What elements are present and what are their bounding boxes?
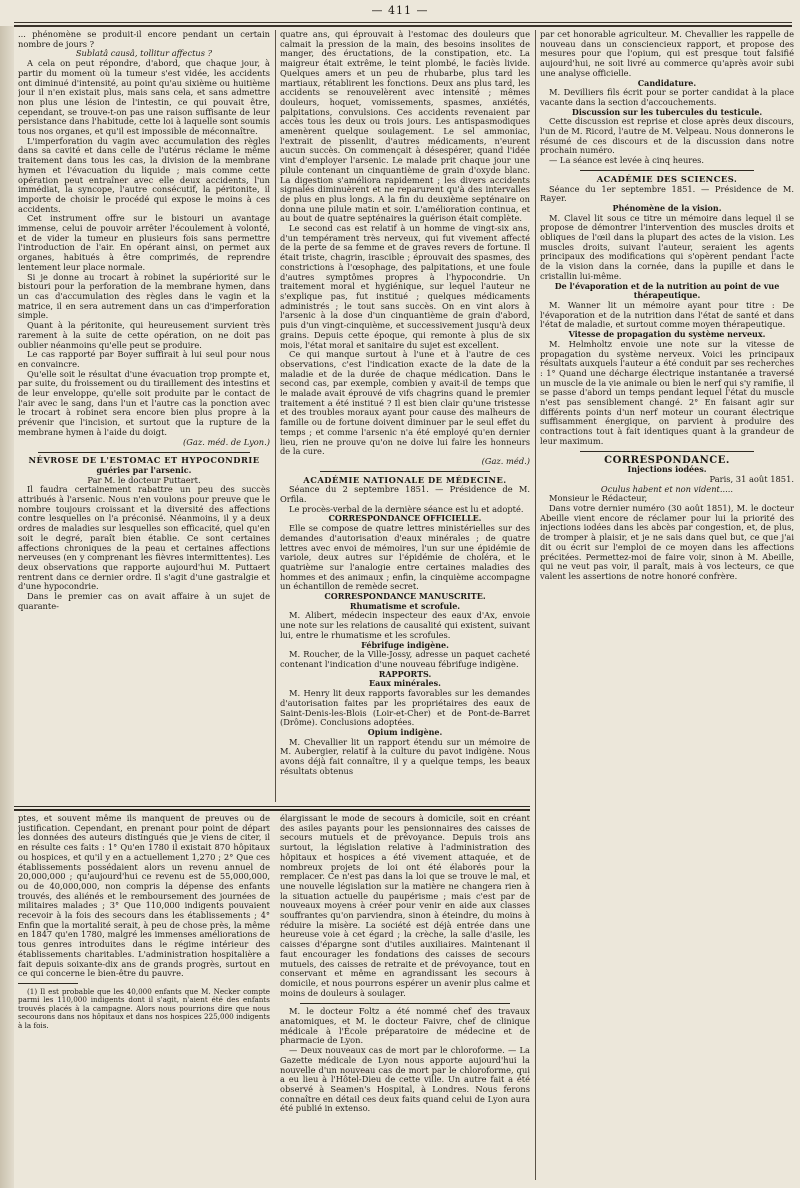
- session-line: Séance du 2 septembre 1851. — Présidence de M. Orfila.: [280, 484, 530, 505]
- paragraph: — Deux nouveaux cas de mort par le chloroforme. — La Gazette médicale de Lyon nous apporte aujourd'hui la nouvelle d'un nouveau cas de mort par le chloroforme, qui a eu lieu à l'Hôtel-Dieu de cette ville. Un autre fait a été observé à Seamen's Hospital, à Londres. Nous ferons connaître en détail ces deux faits quand celui de Lyon aura été publié in extenso.: [280, 1045, 530, 1114]
- column-divider: [535, 30, 536, 1180]
- subsection-heading: Vitesse de propagation du système nerveux.: [568, 329, 766, 340]
- section-heading: CORRESPONDANCE OFFICIELLE.: [328, 513, 482, 524]
- column-3: [540, 30, 794, 1180]
- paragraph: Il faudra certainement rabattre un peu des succès attribués à l'arsenic. Nous n'en voulons pour preuve que le nombre toujours croissant et la diversité des affections contre lesquelles on l'a préconisé. Néanmoins, il y a deux ordres de maladies sur lesquelles son efficacité, quel qu'en soit le degré, paraît bien établie. Ce sont certaines affections chroniques de la peau et certaines affections nerveuses (en y comprenant les fièvres intermittentes). Les deux observations que rapporte aujourd'hui M. Puttaert rentrent dans ce dernier ordre. Il s'agit d'une gastralgie et d'une hypocondrie.: [18, 484, 270, 592]
- paragraph: M. le docteur Foltz a été nommé chef des travaux anatomiques, et M. le docteur Faivre, chef de clinique médicale à l'École préparatoire de médecine et de pharmacie de Lyon.: [280, 1006, 530, 1046]
- section-heading: CORRESPONDANCE MANUSCRITE.: [324, 591, 486, 602]
- paragraph: M. Helmholtz envoie une note sur la vitesse de propagation du système nerveux. Voici les principaux résultats auxquels l'auteur a été conduit par ses recherches : 1° Quand une décharge électrique instantanée a traversé un muscle de la vie animale ou bien le nerf qui s'y ramifie, il se passe d'abord un temps pendant lequel l'état du muscle n'est pas sensiblement changé. 2° En faisant agir sur différents points d'un nerf moteur un courant électrique suffisamment énergique, on parvient à produire des contractions tout à fait identiques quant à la grandeur de leur maximum.: [540, 338, 794, 446]
- academy-heading: ACADÉMIE NATIONALE DE MÉDECINE.: [303, 474, 507, 485]
- academy-heading: ACADÉMIE DES SCIENCES.: [596, 173, 738, 184]
- paragraph: L'imperforation du vagin avec accumulation des règles dans sa cavité et dans celle de l'utérus réclame le même traitement dans tous les cas, la division de la membrane hymen et l'évacuation du liquide ; mais comme cette opération peut entraîner avec elle deux accidents, l'un immédiat, la syncope, l'autre consécutif, la péritonite, il importe de choisir le procédé qui expose le moins à ces accidents.: [18, 135, 270, 214]
- bottom-column-1: [18, 814, 270, 1182]
- paragraph: M. Clavel lit sous ce titre un mémoire dans lequel il se propose de démontrer l'intervention des muscles droits et obliques de l'œil dans la plupart des actes de la vision. Les muscles droits, suivant l'auteur, seraient les agents principaux des modifications qui s'opèrent pendant l'acte de la vision dans la cornée, dans la pupille et dans le cristallin lui-même.: [540, 212, 794, 281]
- dateline: Paris, 31 août 1851.: [709, 473, 794, 484]
- paragraph: Cette discussion est reprise et close après deux discours, l'un de M. Ricord, l'autre de M. Velpeau. Nous donnerons le résumé de ces discours et de la discussion dans notre prochain numéro.: [540, 116, 794, 156]
- paragraph: Elle se compose de quatre lettres ministérielles sur des demandes d'autorisation d'eaux minérales ; de quatre lettres avec envoi de mémoires, l'un sur une épidémie de variole, deux autres sur l'épidémie de choléra, et le quatrième sur l'analogie entre certaines maladies des hommes et des animaux ; enfin, la cinquième accompagne un échantillon de remède secret.: [280, 523, 530, 592]
- paragraph: élargissant le mode de secours à domicile, soit en créant des asiles payants pour les pensionnaires des caisses de secours mutuels et de prévoyance. Depuis trois ans surtout, la législation relative à l'administration des hôpitaux et hospices a été vivement attaquée, et de nombreux projets de loi ont été élaborés pour la remplacer. Ce n'est pas dans la loi que se trouve le mal, et une nouvelle législation sur la matière ne changera rien à la situation actuelle du paupérisme ; mais c'est par de nouveaux moyens à créer pour venir en aide aux classes souffrantes qu'on parviendra, sinon à éteindre, du moins à réduire la misère. La société est déjà entrée dans une heureuse voie à cet égard ; la crèche, la salle d'asile, les caisses d'épargne sont d'utiles auxiliaires. Maintenant il faut encourager les fondations des caisses de secours mutuels, des caisses de retraite et de prévoyance, tout en conservant et même en agrandissant les secours à domicile, et nous pourrons espérer un avenir plus calme et moins de douleurs à soulager.: [280, 814, 530, 998]
- paragraph: Le second cas est relatif à un homme de vingt-six ans, d'un tempérament très nerveux, qui fut vivement affecté de la perte de sa femme et de graves revers de fortune. Il était triste, chagrin, irascible ; éprouvait des spasmes, des constrictions à l'œsophage, des palpitations, et une foule d'autres symptômes propres à l'hypocondrie. Un traitement moral et hygiénique, sur lequel l'auteur ne s'explique pas, fut institué ; quelques médicaments administrés ; le tout sans succès. On en vint alors à l'arsenic à la dose d'un cinquantième de grain d'abord, puis d'un vingt-cinquième, et successivement jusqu'à deux grains. Depuis cette époque, qui remonte à plus de six mois, l'état moral et sanitaire du sujet est excellent.: [280, 223, 530, 350]
- paragraph: Quant à la péritonite, qui heureusement survient très rarement à la suite de cette opération, on ne doit pas oublier néanmoins qu'elle peut se produire.: [18, 320, 270, 350]
- footnote: (1) Il est probable que les 40,000 enfants que M. Necker compte parmi les 110,000 indigents dont il s'agit, n'aient été des enfants trouvés placés à la campagne. Alors nous pourrions dire que nous secourons dans nos hôpitaux et dans nos hospices 225,000 indigents à la fois.: [18, 986, 270, 1030]
- header-rule: [14, 22, 792, 23]
- paragraph: A cela on peut répondre, d'abord, que chaque jour, à partir du moment où la tumeur s'est vidée, les accidents ont diminué d'intensité, au point qu'au sixième ou huitième jour il n'en existait plus, mais sans cela, et sans admettre non plus une lésion de l'intestin, ce qui pouvait être, cependant, se trouve-t-on pas une raison suffisante de leur persistance dans l'habitude, cette loi à laquelle sont soumis tous nos organes, et qu'il est impossible de méconnaître.: [18, 58, 270, 137]
- source-citation: (Gaz. méd. de Lyon.): [183, 436, 270, 447]
- section-heading: RAPPORTS.: [378, 668, 432, 679]
- paragraph: Ce qui manque surtout à l'une et à l'autre de ces observations, c'est l'indication exacte de la date de la maladie et de la durée de chaque médication. Dans le second cas, par exemple, combien y avait-il de temps que le malade avait éprouvé de vifs chagrins quand le premier traitement a été institué ? Il est bien clair qu'une tristesse et des troubles moraux ayant pour cause des malheurs de famille ou de fortune doivent diminuer par le seul effet du temps ; et comme l'arsenic n'a été employé qu'en dernier lieu, rien ne prouve qu'on ne doive lui faire les honneurs de la cure.: [280, 349, 530, 457]
- paragraph: Dans le premier cas on avait affaire à un sujet de quarante-: [18, 591, 270, 611]
- section-divider: [320, 471, 490, 472]
- horizontal-rule: [14, 806, 530, 807]
- paragraph: Qu'elle soit le résultat d'une évacuation trop prompte et, par suite, du froissement ou du tiraillement des intestins et de leur enveloppe, qu'elle soit produite par le contact de l'air avec le sang, dans l'un et l'autre cas la ponction avec le trocart à robinet sera encore bien plus propre à la prévenir que l'incision, et surtout que la rupture de la membrane hymen à l'aide du doigt.: [18, 368, 270, 437]
- bottom-column-2: [280, 814, 530, 1182]
- article-heading: NÉVROSE DE L'ESTOMAC ET HYPOCONDRIE: [28, 455, 260, 466]
- section-divider: [38, 452, 250, 453]
- correspondence-heading: CORRESPONDANCE.: [604, 454, 730, 466]
- footnote-rule: [18, 983, 78, 984]
- paragraph: Le cas rapporté par Boyer suffirait à lui seul pour nous en convaincre.: [18, 349, 270, 369]
- salutation: Monsieur le Rédacteur,: [549, 493, 648, 504]
- paragraph: M. Roucher, de la Ville-Jossy, adresse un paquet cacheté contenant l'indication d'une nouveau fébrifuge indigène.: [280, 649, 530, 669]
- subsection-heading: Injections iodées.: [627, 464, 707, 475]
- section-divider: [300, 1003, 510, 1004]
- subsection-heading: Discussion sur les tubercules du testicule.: [571, 106, 763, 117]
- subsection-heading: Phénomène de la vision.: [612, 202, 722, 213]
- paragraph: M. Chevallier lit un rapport étendu sur un mémoire de M. Aubergier, relatif à la culture du pavot indigène. Nous avons déjà fait connaître, il y a quelque temps, les beaux résultats obtenus: [280, 736, 530, 776]
- section-divider: [580, 451, 754, 452]
- paragraph: ptes, et souvent même ils manquent de preuves ou de justification. Cependant, en prenant pour point de départ les données des auteurs distingués que je viens de citer, il en résulte ces faits : 1° Qu'en 1780 il existait 870 hôpitaux ou hospices, et qu'il y en a actuellement 1,270 ; 2° Que ces établissements possédaient alors un revenu annuel de 20,000,000 ; qu'aujourd'hui ce revenu est de 55,000,000, ou de 40,000,000, non compris la dépense des enfants trouvés, des aliénés et le remboursement des journées de militaires malades ; 3° Que 110,000 indigents pouvaient recevoir à la fois des secours dans les établissements ; 4° Enfin que la mortalité serait, à peu de chose près, la même en 1847 qu'en 1780, malgré les immenses améliorations de tous genres introduites dans le régime intérieur des établissements charitables. L'administration hospitalière a fait depuis soixante-dix ans de grands progrès, surtout en ce qui concerne le bien-être du pauvre.: [18, 814, 270, 979]
- paragraph: Dans votre dernier numéro (30 août 1851), M. le docteur Abeille vient encore de réclamer pour lui la priorité des injections iodées dans les abcès par congestion, et, de plus, de tromper à plaisir, et je ne sais dans quel but, ce que j'ai dit ou écrit sur l'emploi de ce moyen dans les affections précitées. Permettez-moi de faire voir, sinon à M. Abeille, qui ne veut pas voir, il paraît, mais à vos lecteurs, ce que valent les assertions de notre honoré confrère.: [540, 503, 794, 581]
- paragraph: M. Wanner lit un mémoire ayant pour titre : De l'évaporation et de la nutrition dans l'état de santé et dans l'état de maladie, et surtout comme moyen thérapeutique.: [540, 299, 794, 330]
- paragraph: par cet honorable agriculteur. M. Chevallier les rappelle de nouveau dans un consciencieux rapport, et propose des mesures pour que l'opium, qui est presque tout falsifié aujourd'hui, ne soit livré au commerce qu'après avoir subi une analyse officielle.: [540, 30, 794, 78]
- article-subheading: guéries par l'arsenic.: [96, 464, 192, 475]
- header-rule-thick: [14, 25, 792, 27]
- page-number: — 411 —: [371, 4, 429, 17]
- paragraph: M. Henry lit deux rapports favorables sur les demandes d'autorisation faites par les propriétaires des eaux de Saint-Denis-les-Blois (Loir-et-Cher) et de Pont-de-Barret (Drôme). Conclusions adoptées.: [280, 688, 530, 728]
- horizontal-rule-thick: [14, 809, 530, 811]
- minutes-line: Le procès-verbal de la dernière séance est lu et adopté.: [289, 503, 524, 514]
- subsection-heading: Rhumatisme et scrofule.: [349, 600, 461, 611]
- column-divider: [275, 30, 276, 802]
- article-author: Par M. le docteur Puttaert.: [87, 474, 201, 485]
- paragraph: M. Alibert, médecin inspecteur des eaux d'Ax, envoie une note sur les relations de causalité qui existent, suivant lui, entre le rhumatisme et les scrofules.: [280, 610, 530, 640]
- paragraph: Cet instrument offre sur le bistouri un avantage immense, celui de pouvoir arrêter l'écoulement à volonté, et de vider la tumeur en plusieurs fois sans permettre l'introduction de l'air. En opérant ainsi, on permet aux organes, habitués à être comprimés, de reprendre lentement leur place normale.: [18, 213, 270, 272]
- paragraph: quatre ans, qui éprouvait à l'estomac des douleurs que calmait la pression de la main, des besoins insolites de manger, des éructations, de la constipation, etc. La maigreur était extrême, le teint plombé, le faciès livide. Quelques amers et un peu de rhubarbe, plus tard les martiaux, rétablirent les fonctions. Deux ans plus tard, les accidents se renouvelèrent avec intensité ; mêmes douleurs, hoquet, vomissements, spasmes, anxiétés, palpitations, convulsions. Ces accidents revenaient par accès tous les deux ou trois jours. Les antispasmodiques amenèrent quelque soulagement. Le sel ammoniac, l'extrait de pissenlit, d'autres médicaments, n'eurent aucun succès. On commençait à désespérer, quand l'idée vint d'employer l'arsenic. Le malade prit chaque jour une pilule contenant un cinquantième de grain d'oxyde blanc. La digestion s'améliora rapidement ; les divers accidents signalés diminuèrent et ne reparurent qu'à des intervalles de plus en plus longs. A la fin du deuxième septénaire on donna une pilule matin et soir. L'amélioration continua, et au bout de quatre septénaires la guérison était complète.: [280, 30, 530, 224]
- subsection-heading: Fébrifuge indigène.: [361, 639, 449, 650]
- source-citation: (Gaz. méd.): [481, 455, 530, 466]
- session-line: Séance du 1er septembre 1851. — Présidence de M. Rayer.: [540, 183, 794, 204]
- subsection-heading: Eaux minérales.: [369, 678, 441, 689]
- section-divider: [580, 170, 754, 171]
- column-1: [18, 30, 270, 800]
- binding-gutter: [0, 26, 14, 1188]
- subsection-heading: De l'évaporation et de la nutrition au point de vue thérapeutique.: [554, 280, 780, 301]
- closing-line: — La séance est levée à cinq heures.: [549, 155, 705, 166]
- subsection-heading: Opium indigène.: [367, 726, 443, 737]
- paragraph: Si je donne au trocart à robinet la supériorité sur le bistouri pour la perforation de la membrane hymen, dans un cas d'accumulation des règles dans le vagin et la matrice, il en sera autrement dans un cas d'imperforation simple.: [18, 271, 270, 321]
- intro-line: ... phénomène se produit-il encore pendant un certain nombre de jours ?: [18, 30, 270, 49]
- motto: Sublatâ causâ, tollitur affectus ?: [75, 48, 213, 59]
- subsection-heading: Candidature.: [637, 77, 697, 88]
- paragraph: M. Devilliers fils écrit pour se porter candidat à la place vacante dans la section d'accouchements.: [540, 87, 794, 107]
- epigraph: Oculus habent et non vident.....: [600, 483, 734, 494]
- column-2: [280, 30, 530, 800]
